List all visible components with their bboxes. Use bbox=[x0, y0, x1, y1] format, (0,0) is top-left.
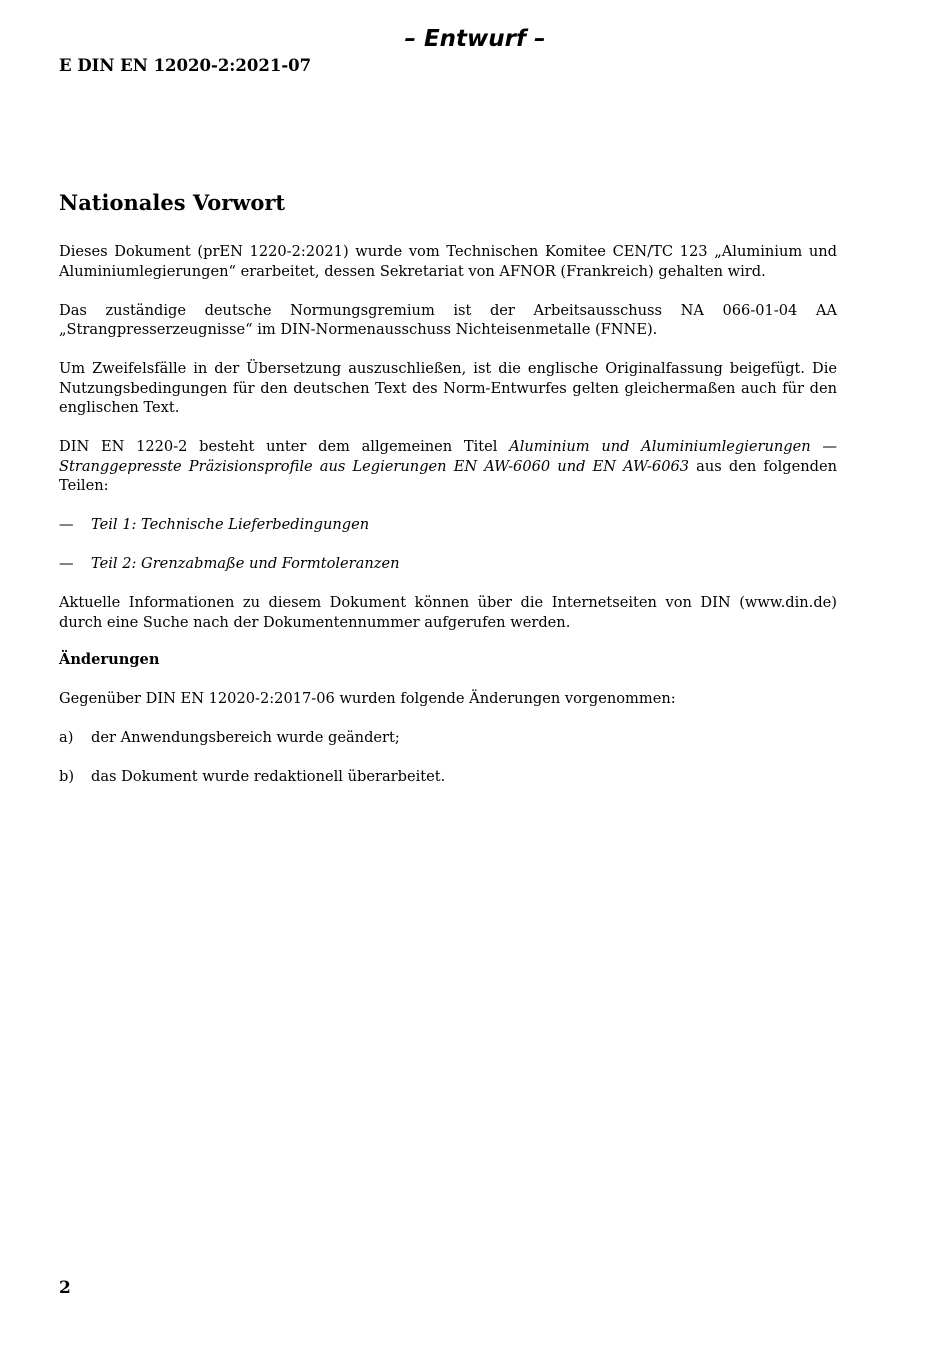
changes-heading: Änderungen bbox=[59, 651, 160, 668]
list-dash: — bbox=[59, 555, 74, 572]
part-title: Teil 1: Technische Lieferbedingungen bbox=[91, 516, 370, 533]
document-id: E DIN EN 12020-2:2021-07 bbox=[59, 56, 312, 75]
list-marker: a) bbox=[59, 729, 74, 746]
section-title: Nationales Vorwort bbox=[59, 190, 286, 215]
parts-intro-prefix: DIN EN 1220-2 besteht unter dem allgemeinen Titel bbox=[59, 438, 510, 455]
change-text: der Anwendungsbereich wurde geändert; bbox=[91, 729, 400, 746]
list-marker: b) bbox=[59, 768, 75, 785]
page-content bbox=[59, 189, 837, 806]
paragraph-national-committee: Das zuständige deutsche Normungsgremium ist der Arbeitsausschuss NA 066-01-04 AA „Strangpresserzeugnisse“ im DIN-Normenausschuss Nichteisenmetalle (FNNE). bbox=[59, 301, 837, 338]
general-title: Aluminium und Aluminiumlegierungen — Stranggepresste Präzisionsprofile aus Legierungen EN AW-6060 und EN AW-6063 bbox=[59, 438, 837, 475]
parts-intro-suffix: aus den folgenden Teilen: bbox=[59, 457, 837, 494]
list-item bbox=[59, 554, 837, 574]
changes-intro: Gegenüber DIN EN 12020-2:2017-06 wurden folgende Änderungen vorgenommen: bbox=[59, 690, 676, 707]
draft-label: – Entwurf – bbox=[404, 26, 546, 52]
paragraph-parts-intro bbox=[59, 437, 837, 496]
list-item bbox=[59, 728, 837, 748]
paragraph-translation-note: Um Zweifelsfälle in der Übersetzung auszuschließen, ist die englische Originalfassung beigefügt. Die Nutzungsbedingungen für den deutschen Text des Norm-Entwurfes gelten gleichermaßen auch für den englischen Text. bbox=[59, 360, 837, 416]
change-text: das Dokument wurde redaktionell überarbeitet. bbox=[91, 768, 446, 785]
paragraph-committee: Dieses Dokument (prEN 1220-2:2021) wurde vom Technischen Komitee CEN/TC 123 „Aluminium und Aluminiumlegierungen“ erarbeitet, dessen Sekretariat von AFNOR (Frankreich) gehalten wird. bbox=[59, 243, 837, 280]
list-item bbox=[59, 767, 837, 787]
page-number: 2 bbox=[59, 1278, 71, 1298]
part-title: Teil 2: Grenzabmaße und Formtoleranzen bbox=[91, 555, 400, 572]
paragraph-info: Aktuelle Informationen zu diesem Dokument können über die Internetseiten von DIN (www.din.de) durch eine Suche nach der Dokumentennummer aufgerufen werden. bbox=[59, 594, 837, 631]
list-dash: — bbox=[59, 516, 74, 533]
list-item bbox=[59, 515, 837, 535]
